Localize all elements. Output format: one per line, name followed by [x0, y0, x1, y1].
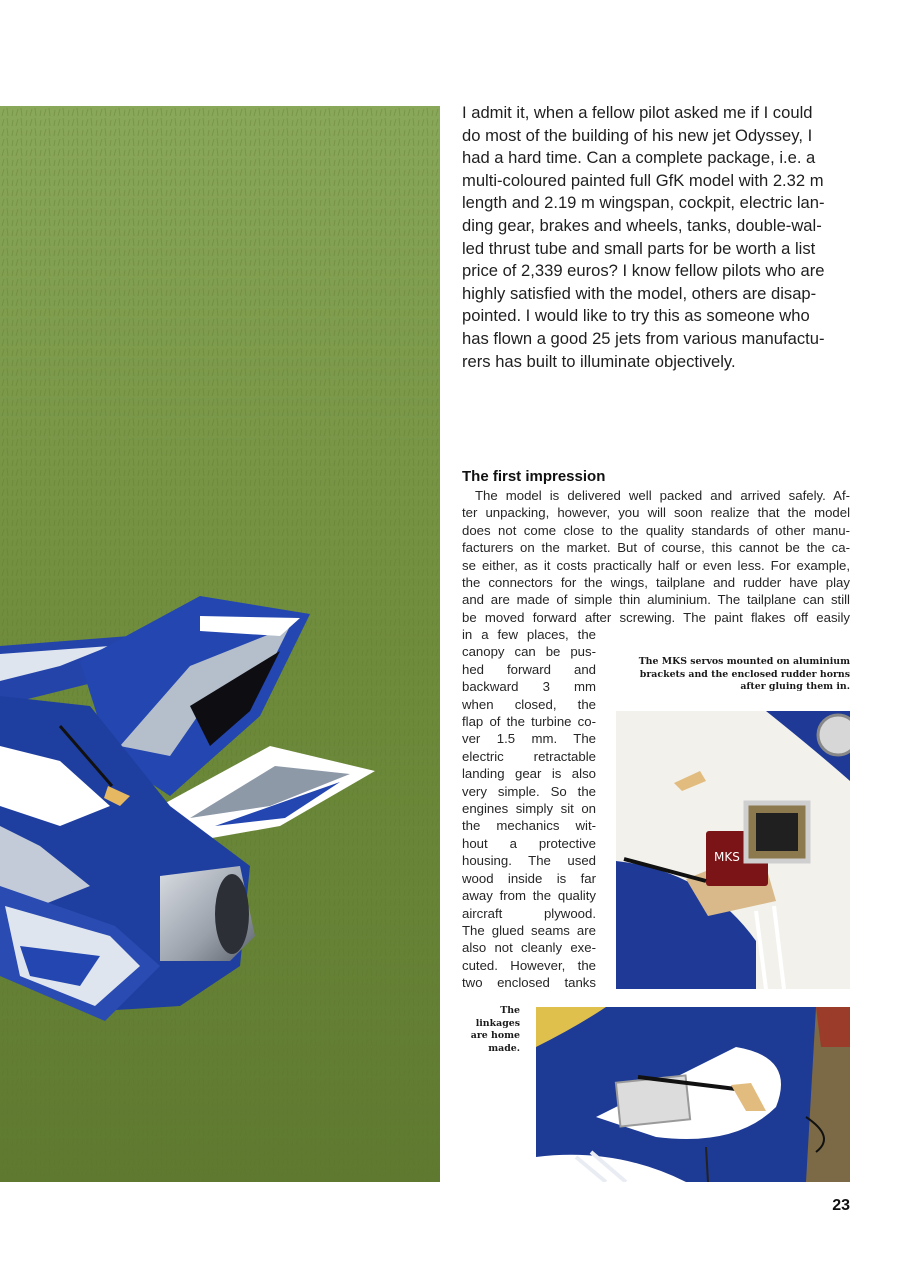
- body-line: ver 1.5 mm. The: [462, 731, 596, 747]
- body-line: very simple. So the: [462, 783, 596, 799]
- intro-line: pointed. I would like to try this as someone who: [462, 306, 810, 326]
- body-line: backward 3 mm: [462, 679, 596, 695]
- body-text-narrow-column: [462, 626, 596, 992]
- intro-line: price of 2,339 euros? I know fellow pilots who are: [462, 261, 825, 281]
- servo-label-text: MKS: [714, 850, 740, 864]
- body-line: and are made of simple thin aluminium. The tailplane can still: [462, 592, 850, 608]
- body-line: in a few places, the: [462, 627, 596, 642]
- body-line: housing. The used: [462, 853, 596, 869]
- body-line: landing gear is also: [462, 766, 596, 782]
- body-line: the mechanics wit-: [462, 818, 596, 834]
- body-line: also not cleanly exe-: [462, 940, 596, 956]
- intro-line: do most of the building of his new jet Odyssey, I: [462, 125, 813, 145]
- photo-servo-mount: [616, 711, 850, 989]
- caption-linkages: [462, 1005, 520, 1055]
- body-line: facturers on the market. But of course, this cannot be the ca-: [462, 540, 850, 556]
- caption-line: after gluing them in.: [740, 681, 850, 693]
- intro-line: length and 2.19 m wingspan, cockpit, electric lan-: [462, 193, 825, 213]
- body-line: flap of the turbine co-: [462, 714, 596, 730]
- body-line: hout a protective: [462, 835, 596, 851]
- body-line: canopy can be pus-: [462, 644, 596, 660]
- section-heading: The first impression: [462, 468, 606, 485]
- body-line: cuted. However, the: [462, 957, 596, 973]
- caption-line: The: [500, 1005, 520, 1016]
- body-line: The glued seams are: [462, 922, 596, 938]
- intro-line: had a hard time. Can a complete package, i.e. a: [462, 148, 816, 168]
- intro-line: multi-coloured painted full GfK model with 2.32 m: [462, 170, 824, 190]
- body-line: ter unpacking, however, you will soon realize that the model: [462, 505, 850, 521]
- body-line: hed forward and: [462, 661, 596, 677]
- intro-line: has flown a good 25 jets from various manufactu-: [462, 328, 825, 348]
- body-line: engines simply sit on: [462, 801, 596, 817]
- body-line: away from the quality: [462, 888, 596, 904]
- body-line: the connectors for the wings, tailplane and rudder have play: [462, 575, 850, 591]
- caption-line: linkages: [475, 1017, 520, 1029]
- caption-line: The MKS servos mounted on aluminium: [638, 656, 850, 667]
- caption-line: made.: [488, 1042, 520, 1054]
- body-line: The model is delivered well packed and arrived safely. Af-: [475, 488, 850, 503]
- body-line: se either, as it costs practically half or even less. For example,: [462, 557, 850, 573]
- body-line: does not come close to the quality standards of other manu-: [462, 522, 850, 538]
- body-text-full-width: [462, 487, 850, 626]
- intro-line: led thrust tube and small parts for be worth a list: [462, 238, 816, 258]
- photo-linkages: [536, 1007, 850, 1182]
- body-line: two enclosed tanks: [462, 975, 596, 991]
- intro-line: ding gear, brakes and wheels, tanks, double-wal-: [462, 215, 822, 235]
- body-line: when closed, the: [462, 696, 596, 712]
- intro-line: I admit it, when a fellow pilot asked me if I could: [462, 103, 813, 122]
- intro-line: rers has built to illuminate objectively.: [462, 351, 736, 371]
- caption-servos: [620, 656, 850, 694]
- intro-line: highly satisfied with the model, others are disap-: [462, 283, 817, 303]
- caption-line: are home: [470, 1030, 520, 1042]
- body-line: be moved forward after screwing. The paint flakes off easily: [462, 609, 850, 625]
- intro-paragraph: [462, 102, 854, 373]
- body-line: wood inside is far: [462, 870, 596, 886]
- page-number: 23: [832, 1197, 850, 1214]
- hero-photo-jet-tail: [0, 106, 440, 1182]
- body-line: aircraft plywood.: [462, 905, 596, 921]
- body-line: electric retractable: [462, 748, 596, 764]
- caption-line: brackets and the enclosed rudder horns: [639, 668, 850, 680]
